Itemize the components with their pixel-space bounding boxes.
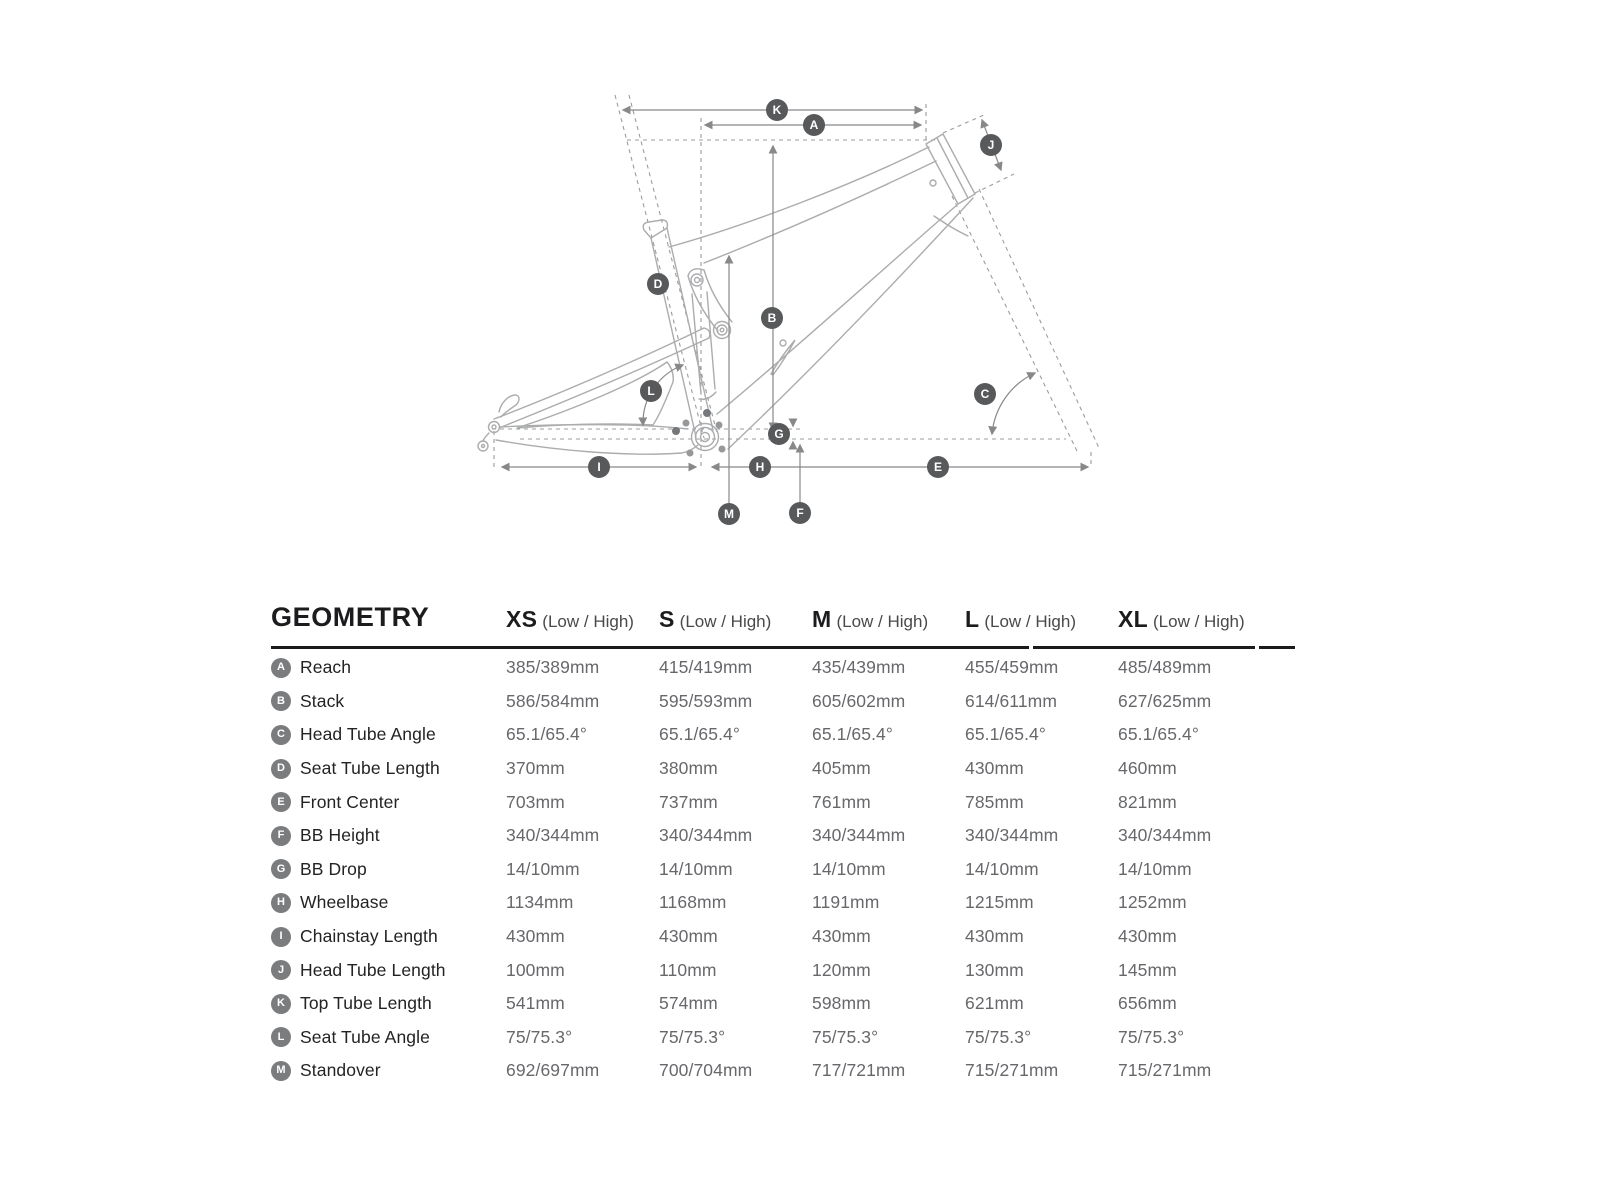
downtube-bolt (780, 340, 786, 346)
value-C-XS: 65.1/65.4° (506, 724, 587, 745)
row-label-cell (271, 691, 506, 712)
value-C-L: 65.1/65.4° (965, 724, 1046, 745)
svg-text:C: C (980, 387, 990, 401)
row-label: Top Tube Length (300, 993, 432, 1014)
table-header (271, 592, 1297, 646)
row-label-cell (271, 1060, 506, 1081)
fork-leg-dashed-1 (952, 196, 1077, 451)
svg-text:I: I (597, 460, 601, 474)
top-tube-lower (704, 161, 936, 263)
geometry-table (271, 592, 1297, 1088)
value-J-XL: 145mm (1118, 959, 1177, 980)
svg-text:M: M (724, 507, 734, 521)
dimension-lines (502, 110, 1088, 506)
dimension-label-B (761, 307, 783, 329)
value-B-S: 595/593mm (659, 690, 753, 711)
row-label: Standover (300, 1060, 381, 1081)
row-badge-F: F (271, 826, 291, 846)
size-label: L (965, 606, 980, 632)
row-label: Head Tube Length (300, 959, 446, 980)
value-M-M: 717/721mm (812, 1060, 906, 1081)
value-I-M: 430mm (812, 926, 871, 947)
derailleur-hanger (478, 441, 488, 451)
dimension-label-L (640, 380, 662, 402)
value-G-S: 14/10mm (659, 858, 733, 879)
top-tube-upper (669, 147, 929, 247)
svg-text:J: J (987, 138, 995, 152)
value-K-XS: 541mm (506, 993, 565, 1014)
value-L-XL: 75/75.3° (1118, 1026, 1185, 1047)
value-E-M: 761mm (812, 791, 871, 812)
col-header-S: S (Low / High) (659, 606, 772, 632)
size-label: S (659, 606, 675, 632)
value-D-XL: 460mm (1118, 758, 1177, 779)
table-body (271, 651, 1297, 1088)
row-label-cell (271, 1027, 506, 1048)
col-header-XS: XS (Low / High) (506, 606, 634, 632)
value-J-M: 120mm (812, 959, 871, 980)
row-label-cell (271, 792, 506, 813)
value-J-S: 110mm (659, 959, 717, 980)
row-label: Wheelbase (300, 892, 389, 913)
value-J-L: 130mm (965, 959, 1024, 980)
dimension-label-C (974, 383, 996, 405)
value-D-S: 380mm (659, 758, 718, 779)
row-label: Front Center (300, 791, 400, 812)
row-badge-B: B (271, 691, 291, 711)
row-label-cell (271, 758, 506, 779)
row-badge-E: E (271, 792, 291, 812)
derailleur-hanger-arm (483, 433, 489, 441)
row-label-cell (271, 859, 506, 880)
value-E-S: 737mm (659, 791, 718, 812)
svg-text:G: G (774, 427, 784, 441)
table-row-K (271, 987, 1297, 1021)
rear-axle (489, 422, 500, 433)
row-label: Stack (300, 690, 345, 711)
value-K-L: 621mm (965, 993, 1024, 1014)
value-D-M: 405mm (812, 758, 871, 779)
value-I-XS: 430mm (506, 926, 565, 947)
value-F-XS: 340/344mm (506, 825, 600, 846)
value-E-L: 785mm (965, 791, 1024, 812)
value-J-XS: 100mm (506, 959, 565, 980)
row-label-cell (271, 657, 506, 678)
dimension-label-D (647, 273, 669, 295)
fork-leg-dashed-2 (979, 189, 1099, 448)
down-tube-upper (717, 205, 957, 414)
dimension-label-M (718, 503, 740, 525)
row-badge-C: C (271, 725, 291, 745)
row-label-cell (271, 724, 506, 745)
row-badge-K: K (271, 994, 291, 1014)
value-G-M: 14/10mm (812, 858, 886, 879)
value-B-XS: 586/584mm (506, 690, 600, 711)
value-F-S: 340/344mm (659, 825, 753, 846)
value-A-XS: 385/389mm (506, 657, 600, 678)
value-I-XL: 430mm (1118, 926, 1177, 947)
row-badge-D: D (271, 759, 291, 779)
row-badge-G: G (271, 859, 291, 879)
row-label-cell (271, 892, 506, 913)
row-badge-H: H (271, 893, 291, 913)
value-E-XL: 821mm (1118, 791, 1177, 812)
table-row-B (271, 685, 1297, 719)
svg-text:E: E (933, 460, 943, 474)
chain-stay-lower (496, 440, 698, 454)
value-G-XL: 14/10mm (1118, 858, 1192, 879)
value-A-S: 415/419mm (659, 657, 753, 678)
row-badge-M: M (271, 1061, 291, 1081)
value-B-XL: 627/625mm (1118, 690, 1212, 711)
dimension-label-I (588, 456, 610, 478)
row-badge-J: J (271, 960, 291, 980)
pivot-bolts (672, 409, 711, 435)
row-label: Head Tube Angle (300, 724, 436, 745)
svg-text:K: K (772, 103, 782, 117)
row-label-cell (271, 825, 506, 846)
value-L-S: 75/75.3° (659, 1026, 726, 1047)
value-A-L: 455/459mm (965, 657, 1059, 678)
value-A-XL: 485/489mm (1118, 657, 1212, 678)
row-badge-A: A (271, 658, 291, 678)
value-G-XS: 14/10mm (506, 858, 580, 879)
dimension-label-G (768, 423, 790, 445)
seat-stay-lower (499, 338, 709, 428)
table-row-C (271, 718, 1297, 752)
value-G-L: 14/10mm (965, 858, 1039, 879)
row-label: Seat Tube Length (300, 758, 440, 779)
table-row-G (271, 853, 1297, 887)
value-F-L: 340/344mm (965, 825, 1059, 846)
table-row-D (271, 752, 1297, 786)
table-row-M (271, 1054, 1297, 1088)
value-A-M: 435/439mm (812, 657, 906, 678)
value-K-S: 574mm (659, 993, 718, 1014)
svg-text:H: H (755, 460, 765, 474)
value-I-L: 430mm (965, 926, 1024, 947)
value-C-M: 65.1/65.4° (812, 724, 893, 745)
value-D-XS: 370mm (506, 758, 565, 779)
value-M-XS: 692/697mm (506, 1060, 600, 1081)
value-H-S: 1168mm (659, 892, 727, 913)
value-H-XL: 1252mm (1118, 892, 1187, 913)
value-M-S: 700/704mm (659, 1060, 753, 1081)
value-E-XS: 703mm (506, 791, 565, 812)
svg-text:A: A (809, 118, 819, 132)
dimension-badges (588, 99, 1002, 525)
row-label-cell (271, 993, 506, 1014)
value-I-S: 430mm (659, 926, 718, 947)
value-M-L: 715/271mm (965, 1060, 1059, 1081)
dimension-label-A (803, 114, 825, 136)
size-label: M (812, 606, 832, 632)
value-F-XL: 340/344mm (1118, 825, 1212, 846)
size-label: XS (506, 606, 538, 632)
value-L-M: 75/75.3° (812, 1026, 879, 1047)
svg-text:L: L (647, 384, 655, 398)
table-row-L (271, 1021, 1297, 1055)
frame-outline (478, 134, 975, 454)
row-badge-L: L (271, 1027, 291, 1047)
col-header-XL: XL (Low / High) (1118, 606, 1245, 632)
dimension-label-K (766, 99, 788, 121)
table-row-J (271, 953, 1297, 987)
dimension-label-H (749, 456, 771, 478)
svg-text:F: F (796, 506, 804, 520)
frame-drawing (440, 80, 1120, 540)
value-M-XL: 715/271mm (1118, 1060, 1212, 1081)
svg-text:B: B (767, 311, 777, 325)
col-header-L: L (Low / High) (965, 606, 1076, 632)
main-pivot (714, 322, 731, 339)
row-label: Chainstay Length (300, 926, 438, 947)
table-row-I (271, 920, 1297, 954)
value-B-M: 605/602mm (812, 690, 906, 711)
value-H-L: 1215mm (965, 892, 1034, 913)
row-label-cell (271, 960, 506, 981)
value-C-S: 65.1/65.4° (659, 724, 740, 745)
col-header-M: M (Low / High) (812, 606, 929, 632)
value-H-XS: 1134mm (506, 892, 574, 913)
table-row-A (271, 651, 1297, 685)
header-rule (271, 646, 1295, 649)
row-label-cell (271, 926, 506, 947)
dimension-label-E (927, 456, 949, 478)
value-K-XL: 656mm (1118, 993, 1177, 1014)
row-badge-I: I (271, 927, 291, 947)
page-title: GEOMETRY (271, 602, 430, 632)
value-F-M: 340/344mm (812, 825, 906, 846)
row-label: BB Height (300, 825, 380, 846)
dimension-label-J (980, 134, 1002, 156)
bike-geometry-diagram (440, 80, 1120, 540)
svg-text:D: D (653, 277, 663, 291)
table-row-F (271, 819, 1297, 853)
table-row-H (271, 886, 1297, 920)
dimension-label-F (789, 502, 811, 524)
value-B-L: 614/611mm (965, 690, 1058, 711)
size-label: XL (1118, 606, 1148, 632)
value-K-M: 598mm (812, 993, 871, 1014)
head-tube (926, 134, 975, 204)
value-D-L: 430mm (965, 758, 1024, 779)
row-label: Reach (300, 657, 352, 678)
dim-head-angle-arc-C (992, 373, 1035, 434)
value-H-M: 1191mm (812, 892, 880, 913)
value-C-XL: 65.1/65.4° (1118, 724, 1199, 745)
value-L-L: 75/75.3° (965, 1026, 1032, 1047)
reference-dashed-lines (492, 95, 1099, 467)
headtube-length-extension-bottom (975, 174, 1014, 193)
value-L-XS: 75/75.3° (506, 1026, 573, 1047)
headtube-length-extension-top (943, 114, 986, 133)
row-label: BB Drop (300, 858, 367, 879)
cable-port (930, 180, 936, 186)
table-row-E (271, 785, 1297, 819)
row-label: Seat Tube Angle (300, 1026, 430, 1047)
